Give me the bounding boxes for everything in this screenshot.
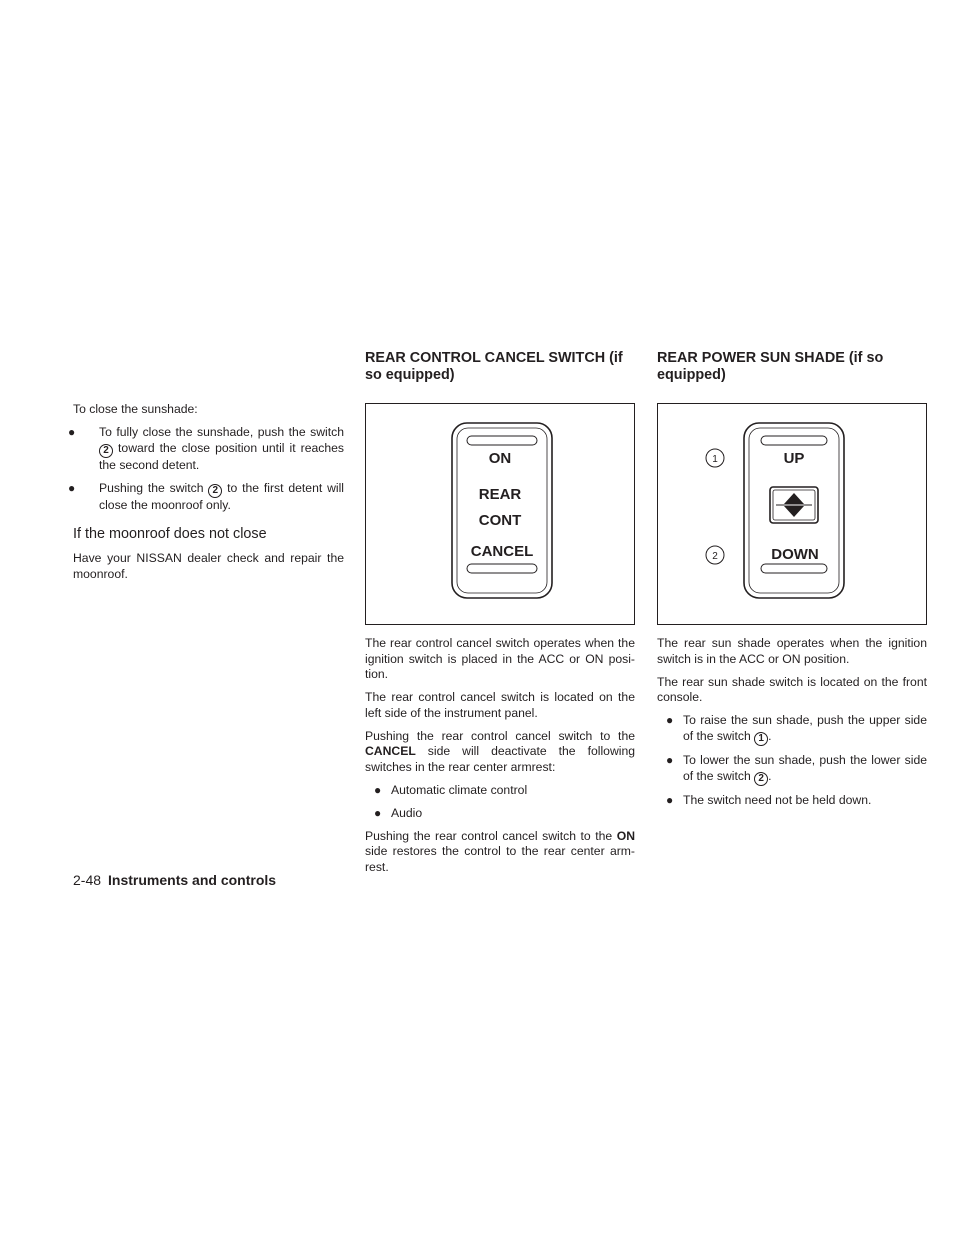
rear-control-heading: REAR CONTROL CANCEL SWITCH (if so equipped) [365,350,623,383]
page-footer [73,872,276,889]
callout-number: 2 [99,444,113,458]
bullet-icon: ● [666,753,674,767]
page-number: 2-48 [73,872,102,888]
switch-label-cont: CONT [478,512,522,529]
callout-number: 2 [754,772,768,786]
moonroof-subtext: Have your NISSAN dealer check and repair the moonroof. [73,551,344,581]
switch-bottom-groove [761,564,827,573]
list-item: ● The switch need not be held down. [666,793,872,807]
callout-1-label: 1 [712,454,718,465]
callout-number: 1 [754,732,768,746]
sun-shade-paragraph-1: The rear sun shade operates when the ignition switch is in the ACC or ON position. [657,636,927,666]
rear-control-paragraph-2: The rear control cancel switch is located on the left side of the instrument panel. [365,690,635,720]
rear-control-switch-figure [365,403,635,625]
rear-control-paragraph-1: The rear control cancel switch operates when the ignition switch is placed in the ACC or ON posi-tion. [365,636,635,681]
switch-label-cancel: CANCEL [470,543,534,560]
switch-label-rear: REAR [478,486,522,503]
list-item: ● To fully close the sunshade, push the switch 2 toward the close position until it reaches the second detent. [68,425,344,472]
bullet-icon: ● [68,480,76,495]
switch-top-groove [467,436,537,445]
switch-label-down: DOWN [771,546,819,563]
sun-shade-switch-figure [657,403,927,625]
list-item: ● Pushing the switch 2 to the first detent will close the moonroof only. [68,480,344,512]
bullet-icon: ● [68,425,76,439]
switch-label-on: ON [488,450,512,467]
middle-column [365,350,635,883]
bullet-icon: ● [666,793,674,807]
bullet-icon: ● [374,782,382,797]
switch-bottom-groove [467,564,537,573]
up-down-arrow-icon [770,487,818,523]
switch-label-up: UP [783,450,805,467]
deactivated-switches-list [365,783,635,822]
list-item: ● Automatic climate control [374,782,528,797]
list-item: ● Audio [374,805,423,820]
close-sunshade-list [68,425,344,513]
sun-shade-paragraph-2: The rear sun shade switch is located on the front console. [657,674,927,704]
sun-shade-list [657,713,927,809]
moonroof-subheading: If the moonroof does not close [73,526,267,542]
list-item: ● To lower the sun shade, push the lower side of the switch 2 . [666,753,927,784]
sun-shade-switch-illustration [658,404,926,624]
rear-control-switch-illustration [366,404,634,624]
list-item: ● To raise the sun shade, push the upper side of the switch 1 . [666,713,927,744]
bullet-icon: ● [666,713,674,727]
callout-2-label: 2 [712,551,718,562]
rear-control-paragraph-3: Pushing the rear control cancel switch to the CANCEL side will deactivate the following switches in the rear center armrest: [365,728,636,774]
rear-control-paragraph-4: Pushing the rear control cancel switch to the ON side restores the control to the rear center arm-rest. [365,828,636,874]
sun-shade-heading: REAR POWER SUN SHADE (if so equipped) [657,350,884,383]
bullet-icon: ● [374,805,382,820]
right-column [657,350,927,816]
close-sunshade-intro: To close the sunshade: [73,402,198,416]
section-title: Instruments and controls [108,872,277,888]
left-column [68,402,344,590]
callout-number: 2 [208,484,222,498]
switch-top-groove [761,436,827,445]
